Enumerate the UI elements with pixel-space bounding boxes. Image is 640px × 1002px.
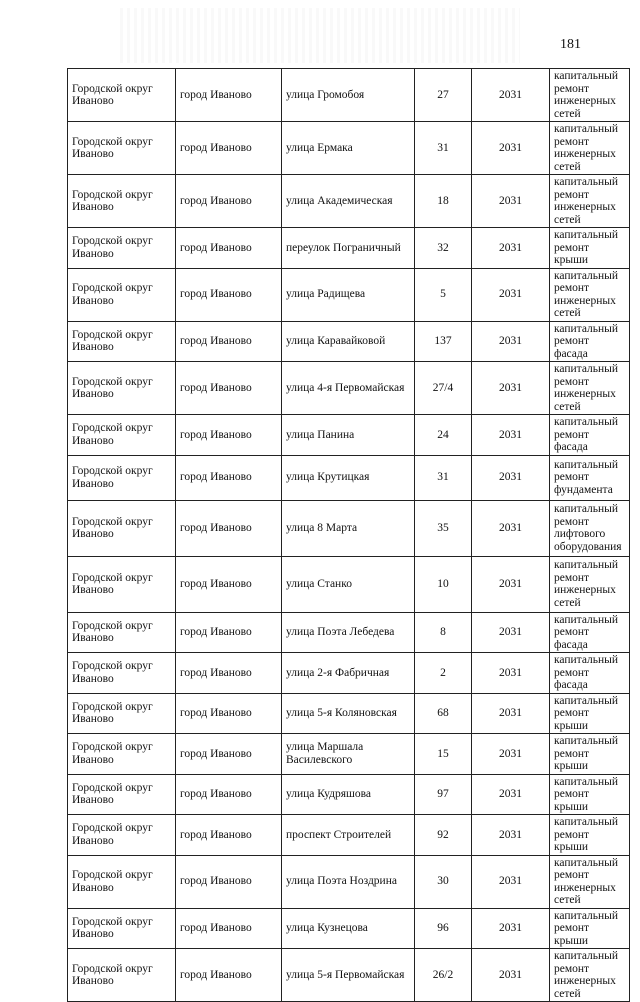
cell-house: 27 <box>415 69 472 122</box>
cell-district: Городской округ Иваново <box>68 122 176 175</box>
cell-work: капитальный ремонт фасада <box>550 612 630 653</box>
cell-district: Городской округ Иваново <box>68 175 176 228</box>
cell-district: Городской округ Иваново <box>68 908 176 949</box>
cell-year: 2031 <box>472 362 550 415</box>
table-row <box>68 734 630 775</box>
cell-street: улица 5-я Коляновская <box>282 693 415 734</box>
cell-city: город Иваново <box>176 122 282 175</box>
cell-house: 10 <box>415 556 472 612</box>
cell-house: 92 <box>415 815 472 856</box>
cell-house: 18 <box>415 175 472 228</box>
cell-district: Городской округ Иваново <box>68 228 176 269</box>
page-number: 181 <box>560 37 581 52</box>
cell-house: 30 <box>415 855 472 908</box>
cell-district: Городской округ Иваново <box>68 362 176 415</box>
cell-work: капитальный ремонт инженерных сетей <box>550 268 630 321</box>
cell-year: 2031 <box>472 175 550 228</box>
cell-house: 24 <box>415 415 472 456</box>
cell-work: капитальный ремонт фундамента <box>550 455 630 500</box>
cell-district: Городской округ Иваново <box>68 415 176 456</box>
cell-work: капитальный ремонт фасада <box>550 415 630 456</box>
table-row <box>68 122 630 175</box>
cell-street: улица Поэта Ноздрина <box>282 855 415 908</box>
cell-year: 2031 <box>472 612 550 653</box>
cell-year: 2031 <box>472 268 550 321</box>
cell-district: Городской округ Иваново <box>68 693 176 734</box>
cell-work: капитальный ремонт лифтового оборудования <box>550 500 630 556</box>
cell-city: город Иваново <box>176 774 282 815</box>
table-row <box>68 175 630 228</box>
cell-year: 2031 <box>472 693 550 734</box>
cell-city: город Иваново <box>176 949 282 1002</box>
cell-house: 27/4 <box>415 362 472 415</box>
cell-work: капитальный ремонт крыши <box>550 815 630 856</box>
cell-year: 2031 <box>472 455 550 500</box>
cell-work: капитальный ремонт инженерных сетей <box>550 855 630 908</box>
cell-work: капитальный ремонт инженерных сетей <box>550 556 630 612</box>
cell-work: капитальный ремонт крыши <box>550 693 630 734</box>
cell-city: город Иваново <box>176 612 282 653</box>
cell-year: 2031 <box>472 815 550 856</box>
table-row <box>68 321 630 362</box>
cell-street: улица 8 Марта <box>282 500 415 556</box>
cell-year: 2031 <box>472 415 550 456</box>
cell-district: Городской округ Иваново <box>68 653 176 694</box>
cell-city: город Иваново <box>176 855 282 908</box>
table-row <box>68 69 630 122</box>
table-row <box>68 415 630 456</box>
cell-city: город Иваново <box>176 653 282 694</box>
table-row <box>68 268 630 321</box>
cell-city: город Иваново <box>176 734 282 775</box>
cell-house: 96 <box>415 908 472 949</box>
cell-street: улица 4-я Первомайская <box>282 362 415 415</box>
table-row <box>68 855 630 908</box>
cell-house: 32 <box>415 228 472 269</box>
cell-year: 2031 <box>472 500 550 556</box>
cell-work: капитальный ремонт фасада <box>550 321 630 362</box>
cell-district: Городской округ Иваново <box>68 734 176 775</box>
cell-work: капитальный ремонт инженерных сетей <box>550 122 630 175</box>
cell-city: город Иваново <box>176 908 282 949</box>
cell-district: Городской округ Иваново <box>68 69 176 122</box>
cell-house: 68 <box>415 693 472 734</box>
table-row <box>68 500 630 556</box>
table-row <box>68 653 630 694</box>
cell-house: 26/2 <box>415 949 472 1002</box>
cell-district: Городской округ Иваново <box>68 500 176 556</box>
cell-work: капитальный ремонт крыши <box>550 774 630 815</box>
cell-city: город Иваново <box>176 455 282 500</box>
cell-street: улица Ермака <box>282 122 415 175</box>
table-row <box>68 908 630 949</box>
cell-street: проспект Строителей <box>282 815 415 856</box>
table-row <box>68 949 630 1002</box>
cell-street: улица Станко <box>282 556 415 612</box>
cell-work: капитальный ремонт фасада <box>550 653 630 694</box>
cell-street: улица 5-я Первомайская <box>282 949 415 1002</box>
cell-street: улица Каравайковой <box>282 321 415 362</box>
cell-work: капитальный ремонт крыши <box>550 908 630 949</box>
cell-work: капитальный ремонт инженерных сетей <box>550 949 630 1002</box>
cell-year: 2031 <box>472 556 550 612</box>
cell-city: город Иваново <box>176 69 282 122</box>
cell-district: Городской округ Иваново <box>68 268 176 321</box>
cell-year: 2031 <box>472 855 550 908</box>
cell-house: 8 <box>415 612 472 653</box>
cell-street: улица Панина <box>282 415 415 456</box>
cell-year: 2031 <box>472 69 550 122</box>
cell-house: 31 <box>415 455 472 500</box>
table-row <box>68 556 630 612</box>
table-row <box>68 362 630 415</box>
cell-district: Городской округ Иваново <box>68 321 176 362</box>
cell-year: 2031 <box>472 321 550 362</box>
cell-year: 2031 <box>472 908 550 949</box>
cell-district: Городской округ Иваново <box>68 612 176 653</box>
cell-district: Городской округ Иваново <box>68 774 176 815</box>
cell-year: 2031 <box>472 949 550 1002</box>
cell-city: город Иваново <box>176 321 282 362</box>
cell-city: город Иваново <box>176 268 282 321</box>
cell-city: город Иваново <box>176 693 282 734</box>
cell-house: 31 <box>415 122 472 175</box>
cell-street: улица Громобоя <box>282 69 415 122</box>
cell-work: капитальный ремонт инженерных сетей <box>550 175 630 228</box>
cell-city: город Иваново <box>176 228 282 269</box>
cell-street: улица Академическая <box>282 175 415 228</box>
cell-year: 2031 <box>472 122 550 175</box>
table-row <box>68 612 630 653</box>
cell-work: капитальный ремонт инженерных сетей <box>550 362 630 415</box>
cell-street: улица Маршала Василевского <box>282 734 415 775</box>
repair-registry-table <box>67 68 630 1002</box>
cell-city: город Иваново <box>176 362 282 415</box>
cell-city: город Иваново <box>176 556 282 612</box>
cell-work: капитальный ремонт крыши <box>550 228 630 269</box>
table-row <box>68 693 630 734</box>
cell-city: город Иваново <box>176 415 282 456</box>
cell-district: Городской округ Иваново <box>68 855 176 908</box>
cell-street: улица Кудряшова <box>282 774 415 815</box>
cell-house: 15 <box>415 734 472 775</box>
cell-city: город Иваново <box>176 815 282 856</box>
cell-street: улица Поэта Лебедева <box>282 612 415 653</box>
table-row <box>68 815 630 856</box>
scan-artifact <box>120 8 520 63</box>
cell-house: 97 <box>415 774 472 815</box>
table-row <box>68 228 630 269</box>
cell-house: 35 <box>415 500 472 556</box>
cell-street: улица 2-я Фабричная <box>282 653 415 694</box>
cell-city: город Иваново <box>176 175 282 228</box>
cell-house: 2 <box>415 653 472 694</box>
cell-street: переулок Пограничный <box>282 228 415 269</box>
cell-street: улица Радищева <box>282 268 415 321</box>
cell-work: капитальный ремонт крыши <box>550 734 630 775</box>
cell-year: 2031 <box>472 774 550 815</box>
cell-district: Городской округ Иваново <box>68 815 176 856</box>
cell-house: 137 <box>415 321 472 362</box>
cell-year: 2031 <box>472 734 550 775</box>
table-row <box>68 455 630 500</box>
cell-work: капитальный ремонт инженерных сетей <box>550 69 630 122</box>
cell-street: улица Кузнецова <box>282 908 415 949</box>
cell-year: 2031 <box>472 228 550 269</box>
cell-district: Городской округ Иваново <box>68 949 176 1002</box>
table-row <box>68 774 630 815</box>
cell-district: Городской округ Иваново <box>68 455 176 500</box>
cell-street: улица Крутицкая <box>282 455 415 500</box>
cell-district: Городской округ Иваново <box>68 556 176 612</box>
cell-year: 2031 <box>472 653 550 694</box>
cell-city: город Иваново <box>176 500 282 556</box>
cell-house: 5 <box>415 268 472 321</box>
